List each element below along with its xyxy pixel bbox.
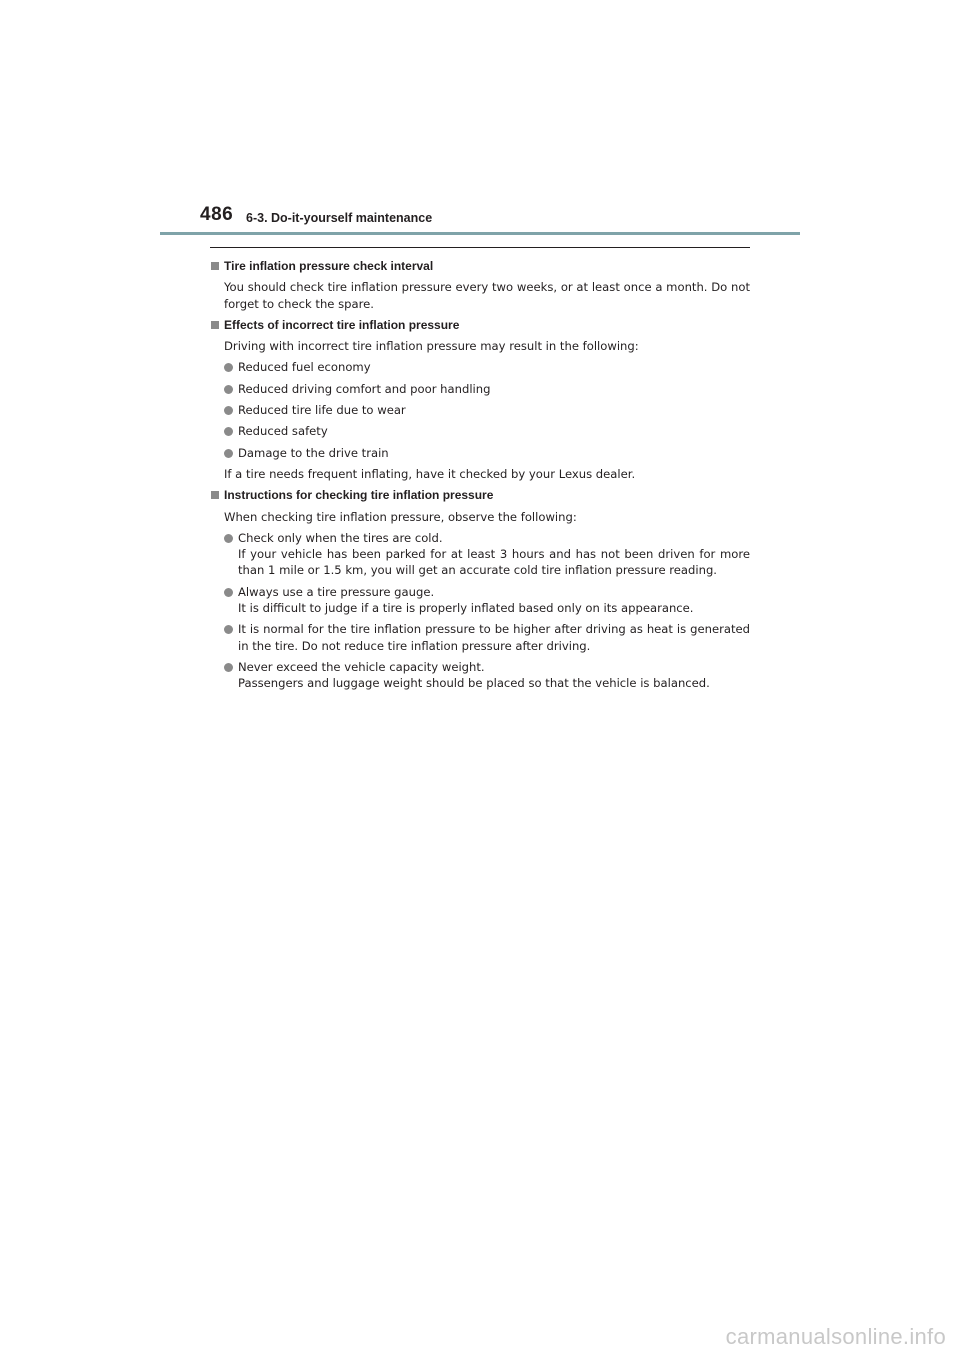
list-item-title: Never exceed the vehicle capacity weight. (238, 659, 485, 674)
list-item (210, 584, 750, 617)
paragraph: If a tire needs frequent inflating, have it checked by your Lexus dealer. (224, 466, 636, 481)
square-bullet-icon (211, 491, 219, 499)
section-divider (210, 247, 750, 248)
page-content (210, 258, 750, 692)
paragraph: Driving with incorrect tire inflation pressure may result in the following: (224, 339, 639, 354)
circle-bullet-icon (224, 663, 233, 672)
list-item-text: Reduced fuel economy (238, 360, 371, 375)
list-item (210, 659, 750, 692)
paragraph: You should check tire inflation pressure every two weeks, or at least once a month. Do not forget to check the spare. (224, 280, 750, 311)
circle-bullet-icon (224, 534, 233, 543)
list-item (210, 402, 750, 418)
circle-bullet-icon (224, 625, 233, 634)
list-item (210, 423, 750, 439)
square-bullet-icon (211, 321, 219, 329)
list-item (210, 621, 750, 654)
circle-bullet-icon (224, 363, 233, 372)
list-item (210, 530, 750, 579)
list-item-title: Always use a tire pressure gauge. (238, 584, 435, 599)
list-item-text: Reduced driving comfort and poor handling (238, 381, 491, 396)
list-item-title: Check only when the tires are cold. (238, 530, 443, 545)
list-item-text: Damage to the drive train (238, 445, 389, 460)
section-heading-text: Tire inflation pressure check interval (224, 259, 434, 273)
section-heading-text: Effects of incorrect tire inflation pressure (224, 317, 460, 332)
circle-bullet-icon (224, 449, 233, 458)
section-heading-text: Instructions for checking tire inflation pressure (224, 488, 494, 503)
watermark-logo: carmanualsonline.info (725, 1324, 946, 1349)
header-divider (160, 232, 800, 235)
list-item-body: If your vehicle has been parked for at least 3 hours and has not been driven for more than 1 mile or 1.5 km, you will get an accurate cold tire inflation pressure reading. (238, 547, 750, 578)
list-item-title: It is normal for the tire inflation pressure to be higher after driving as heat is generated in the tire. Do not reduce tire inflation pressure after driving. (238, 622, 750, 653)
section-heading (210, 258, 750, 274)
list-item-text: Reduced tire life due to wear (238, 403, 406, 418)
list-item (210, 359, 750, 375)
list-item-text: Reduced safety (238, 424, 328, 439)
circle-bullet-icon (224, 427, 233, 436)
chapter-title: 6-3. Do-it-yourself maintenance (246, 211, 433, 225)
list-item-body: Passengers and luggage weight should be placed so that the vehicle is balanced. (238, 676, 710, 691)
page-number: 486 (200, 204, 234, 225)
circle-bullet-icon (224, 588, 233, 597)
paragraph: When checking tire inflation pressure, observe the following: (224, 509, 577, 524)
circle-bullet-icon (224, 406, 233, 415)
list-item-body: It is difficult to judge if a tire is properly inflated based only on its appearance. (238, 601, 694, 616)
circle-bullet-icon (224, 385, 233, 394)
list-item (210, 445, 750, 461)
square-bullet-icon (211, 262, 219, 270)
section-heading (210, 317, 750, 333)
section-heading (210, 487, 750, 503)
list-item (210, 381, 750, 397)
